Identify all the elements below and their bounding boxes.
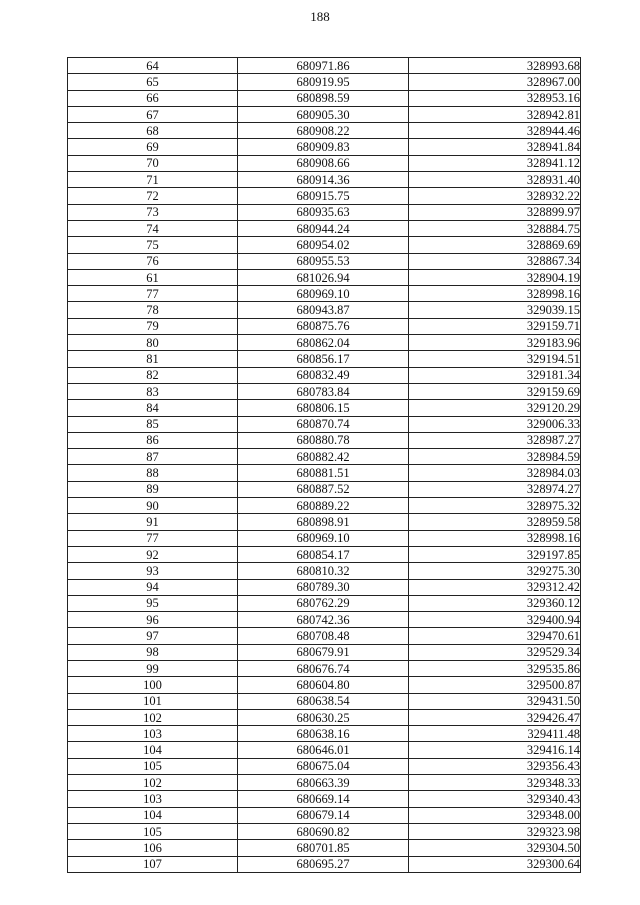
y-coordinate-cell: 328953.16 <box>409 90 581 106</box>
point-number-cell: 94 <box>68 579 238 595</box>
table-row <box>68 155 581 171</box>
y-coordinate-cell: 329323.98 <box>409 823 581 839</box>
point-number-cell: 80 <box>68 335 238 351</box>
x-coordinate-cell: 680881.51 <box>238 465 409 481</box>
x-coordinate-cell: 680742.36 <box>238 612 409 628</box>
table-row <box>68 172 581 188</box>
table-row <box>68 400 581 416</box>
x-coordinate-cell: 680889.22 <box>238 498 409 514</box>
point-number-cell: 89 <box>68 481 238 497</box>
point-number-cell: 79 <box>68 318 238 334</box>
y-coordinate-cell: 328974.27 <box>409 481 581 497</box>
point-number-cell: 88 <box>68 465 238 481</box>
table-row <box>68 628 581 644</box>
y-coordinate-cell: 329039.15 <box>409 302 581 318</box>
x-coordinate-cell: 680898.91 <box>238 514 409 530</box>
table-row <box>68 840 581 856</box>
point-number-cell: 104 <box>68 742 238 758</box>
point-number-cell: 72 <box>68 188 238 204</box>
table-row <box>68 253 581 269</box>
point-number-cell: 106 <box>68 840 238 856</box>
table-row <box>68 204 581 220</box>
y-coordinate-cell: 328967.00 <box>409 74 581 90</box>
x-coordinate-cell: 680862.04 <box>238 335 409 351</box>
y-coordinate-cell: 329529.34 <box>409 644 581 660</box>
x-coordinate-cell: 681026.94 <box>238 269 409 285</box>
x-coordinate-cell: 680914.36 <box>238 172 409 188</box>
table-row <box>68 563 581 579</box>
x-coordinate-cell: 680856.17 <box>238 351 409 367</box>
x-coordinate-cell: 680701.85 <box>238 840 409 856</box>
x-coordinate-cell: 680882.42 <box>238 449 409 465</box>
point-number-cell: 102 <box>68 775 238 791</box>
table-row <box>68 530 581 546</box>
point-number-cell: 73 <box>68 204 238 220</box>
y-coordinate-cell: 328959.58 <box>409 514 581 530</box>
point-number-cell: 61 <box>68 269 238 285</box>
x-coordinate-cell: 680783.84 <box>238 383 409 399</box>
table-row <box>68 726 581 742</box>
y-coordinate-cell: 329416.14 <box>409 742 581 758</box>
point-number-cell: 103 <box>68 791 238 807</box>
point-number-cell: 77 <box>68 530 238 546</box>
x-coordinate-cell: 680669.14 <box>238 791 409 807</box>
table-row <box>68 807 581 823</box>
y-coordinate-cell: 329400.94 <box>409 612 581 628</box>
table-row <box>68 791 581 807</box>
point-number-cell: 93 <box>68 563 238 579</box>
x-coordinate-cell: 680690.82 <box>238 823 409 839</box>
y-coordinate-cell: 328932.22 <box>409 188 581 204</box>
x-coordinate-cell: 680832.49 <box>238 367 409 383</box>
y-coordinate-cell: 328993.68 <box>409 58 581 74</box>
x-coordinate-cell: 680679.91 <box>238 644 409 660</box>
y-coordinate-cell: 329535.86 <box>409 660 581 676</box>
point-number-cell: 70 <box>68 155 238 171</box>
point-number-cell: 103 <box>68 726 238 742</box>
table-row <box>68 269 581 285</box>
x-coordinate-cell: 680875.76 <box>238 318 409 334</box>
y-coordinate-cell: 329120.29 <box>409 400 581 416</box>
point-number-cell: 99 <box>68 660 238 676</box>
point-number-cell: 66 <box>68 90 238 106</box>
point-number-cell: 96 <box>68 612 238 628</box>
table-row <box>68 742 581 758</box>
table-row <box>68 775 581 791</box>
table-row <box>68 595 581 611</box>
coordinates-table <box>67 57 581 873</box>
y-coordinate-cell: 329360.12 <box>409 595 581 611</box>
point-number-cell: 105 <box>68 758 238 774</box>
x-coordinate-cell: 680638.16 <box>238 726 409 742</box>
table-row <box>68 383 581 399</box>
x-coordinate-cell: 680762.29 <box>238 595 409 611</box>
y-coordinate-cell: 328867.34 <box>409 253 581 269</box>
table-row <box>68 481 581 497</box>
y-coordinate-cell: 329183.96 <box>409 335 581 351</box>
x-coordinate-cell: 680944.24 <box>238 220 409 236</box>
y-coordinate-cell: 328944.46 <box>409 123 581 139</box>
point-number-cell: 69 <box>68 139 238 155</box>
y-coordinate-cell: 328941.12 <box>409 155 581 171</box>
point-number-cell: 98 <box>68 644 238 660</box>
point-number-cell: 104 <box>68 807 238 823</box>
x-coordinate-cell: 680870.74 <box>238 416 409 432</box>
y-coordinate-cell: 329304.50 <box>409 840 581 856</box>
table-row <box>68 660 581 676</box>
y-coordinate-cell: 328998.16 <box>409 286 581 302</box>
x-coordinate-cell: 680646.01 <box>238 742 409 758</box>
table-row <box>68 74 581 90</box>
table-row <box>68 220 581 236</box>
point-number-cell: 64 <box>68 58 238 74</box>
x-coordinate-cell: 680630.25 <box>238 709 409 725</box>
y-coordinate-cell: 329159.69 <box>409 383 581 399</box>
x-coordinate-cell: 680905.30 <box>238 106 409 122</box>
point-number-cell: 87 <box>68 449 238 465</box>
y-coordinate-cell: 328869.69 <box>409 237 581 253</box>
y-coordinate-cell: 328987.27 <box>409 432 581 448</box>
point-number-cell: 77 <box>68 286 238 302</box>
y-coordinate-cell: 329500.87 <box>409 677 581 693</box>
x-coordinate-cell: 680954.02 <box>238 237 409 253</box>
x-coordinate-cell: 680806.15 <box>238 400 409 416</box>
table-row <box>68 823 581 839</box>
table-row <box>68 677 581 693</box>
table-row <box>68 302 581 318</box>
table-row <box>68 432 581 448</box>
y-coordinate-cell: 328884.75 <box>409 220 581 236</box>
x-coordinate-cell: 680969.10 <box>238 286 409 302</box>
point-number-cell: 81 <box>68 351 238 367</box>
table-row <box>68 318 581 334</box>
table-row <box>68 335 581 351</box>
y-coordinate-cell: 329006.33 <box>409 416 581 432</box>
point-number-cell: 86 <box>68 432 238 448</box>
x-coordinate-cell: 680919.95 <box>238 74 409 90</box>
x-coordinate-cell: 680695.27 <box>238 856 409 872</box>
x-coordinate-cell: 680638.54 <box>238 693 409 709</box>
x-coordinate-cell: 680675.04 <box>238 758 409 774</box>
point-number-cell: 102 <box>68 709 238 725</box>
table-row <box>68 612 581 628</box>
point-number-cell: 101 <box>68 693 238 709</box>
table-row <box>68 709 581 725</box>
x-coordinate-cell: 680971.86 <box>238 58 409 74</box>
y-coordinate-cell: 329411.48 <box>409 726 581 742</box>
point-number-cell: 107 <box>68 856 238 872</box>
table-row <box>68 498 581 514</box>
y-coordinate-cell: 328904.19 <box>409 269 581 285</box>
point-number-cell: 97 <box>68 628 238 644</box>
y-coordinate-cell: 328941.84 <box>409 139 581 155</box>
point-number-cell: 75 <box>68 237 238 253</box>
table-row <box>68 106 581 122</box>
x-coordinate-cell: 680854.17 <box>238 546 409 562</box>
x-coordinate-cell: 680887.52 <box>238 481 409 497</box>
y-coordinate-cell: 329356.43 <box>409 758 581 774</box>
x-coordinate-cell: 680908.22 <box>238 123 409 139</box>
point-number-cell: 105 <box>68 823 238 839</box>
y-coordinate-cell: 328942.81 <box>409 106 581 122</box>
point-number-cell: 65 <box>68 74 238 90</box>
x-coordinate-cell: 680708.48 <box>238 628 409 644</box>
y-coordinate-cell: 329312.42 <box>409 579 581 595</box>
y-coordinate-cell: 329431.50 <box>409 693 581 709</box>
table-row <box>68 188 581 204</box>
point-number-cell: 78 <box>68 302 238 318</box>
page-number: 188 <box>310 9 330 24</box>
table-row <box>68 237 581 253</box>
y-coordinate-cell: 328998.16 <box>409 530 581 546</box>
point-number-cell: 90 <box>68 498 238 514</box>
table-row <box>68 367 581 383</box>
table-row <box>68 416 581 432</box>
y-coordinate-cell: 328984.03 <box>409 465 581 481</box>
x-coordinate-cell: 680604.80 <box>238 677 409 693</box>
point-number-cell: 71 <box>68 172 238 188</box>
x-coordinate-cell: 680880.78 <box>238 432 409 448</box>
y-coordinate-cell: 329348.00 <box>409 807 581 823</box>
y-coordinate-cell: 329348.33 <box>409 775 581 791</box>
y-coordinate-cell: 329197.85 <box>409 546 581 562</box>
table-row <box>68 579 581 595</box>
point-number-cell: 92 <box>68 546 238 562</box>
y-coordinate-cell: 328975.32 <box>409 498 581 514</box>
y-coordinate-cell: 329194.51 <box>409 351 581 367</box>
table-row <box>68 139 581 155</box>
y-coordinate-cell: 329300.64 <box>409 856 581 872</box>
table-row <box>68 286 581 302</box>
x-coordinate-cell: 680969.10 <box>238 530 409 546</box>
x-coordinate-cell: 680810.32 <box>238 563 409 579</box>
table-row <box>68 90 581 106</box>
y-coordinate-cell: 329426.47 <box>409 709 581 725</box>
coordinates-table-body <box>68 58 581 873</box>
x-coordinate-cell: 680955.53 <box>238 253 409 269</box>
point-number-cell: 85 <box>68 416 238 432</box>
y-coordinate-cell: 329275.30 <box>409 563 581 579</box>
y-coordinate-cell: 329470.61 <box>409 628 581 644</box>
table-row <box>68 351 581 367</box>
point-number-cell: 82 <box>68 367 238 383</box>
table-row <box>68 449 581 465</box>
y-coordinate-cell: 328984.59 <box>409 449 581 465</box>
point-number-cell: 91 <box>68 514 238 530</box>
x-coordinate-cell: 680789.30 <box>238 579 409 595</box>
x-coordinate-cell: 680663.39 <box>238 775 409 791</box>
x-coordinate-cell: 680943.87 <box>238 302 409 318</box>
table-row <box>68 514 581 530</box>
y-coordinate-cell: 329159.71 <box>409 318 581 334</box>
point-number-cell: 83 <box>68 383 238 399</box>
point-number-cell: 100 <box>68 677 238 693</box>
y-coordinate-cell: 329181.34 <box>409 367 581 383</box>
point-number-cell: 84 <box>68 400 238 416</box>
table-row <box>68 856 581 872</box>
point-number-cell: 76 <box>68 253 238 269</box>
table-row <box>68 758 581 774</box>
point-number-cell: 67 <box>68 106 238 122</box>
x-coordinate-cell: 680909.83 <box>238 139 409 155</box>
x-coordinate-cell: 680908.66 <box>238 155 409 171</box>
x-coordinate-cell: 680679.14 <box>238 807 409 823</box>
x-coordinate-cell: 680935.63 <box>238 204 409 220</box>
table-row <box>68 123 581 139</box>
point-number-cell: 68 <box>68 123 238 139</box>
y-coordinate-cell: 328931.40 <box>409 172 581 188</box>
y-coordinate-cell: 329340.43 <box>409 791 581 807</box>
table-row <box>68 644 581 660</box>
table-row <box>68 546 581 562</box>
x-coordinate-cell: 680898.59 <box>238 90 409 106</box>
table-row <box>68 465 581 481</box>
table-row <box>68 693 581 709</box>
y-coordinate-cell: 328899.97 <box>409 204 581 220</box>
x-coordinate-cell: 680676.74 <box>238 660 409 676</box>
table-row <box>68 58 581 74</box>
point-number-cell: 74 <box>68 220 238 236</box>
point-number-cell: 95 <box>68 595 238 611</box>
x-coordinate-cell: 680915.75 <box>238 188 409 204</box>
